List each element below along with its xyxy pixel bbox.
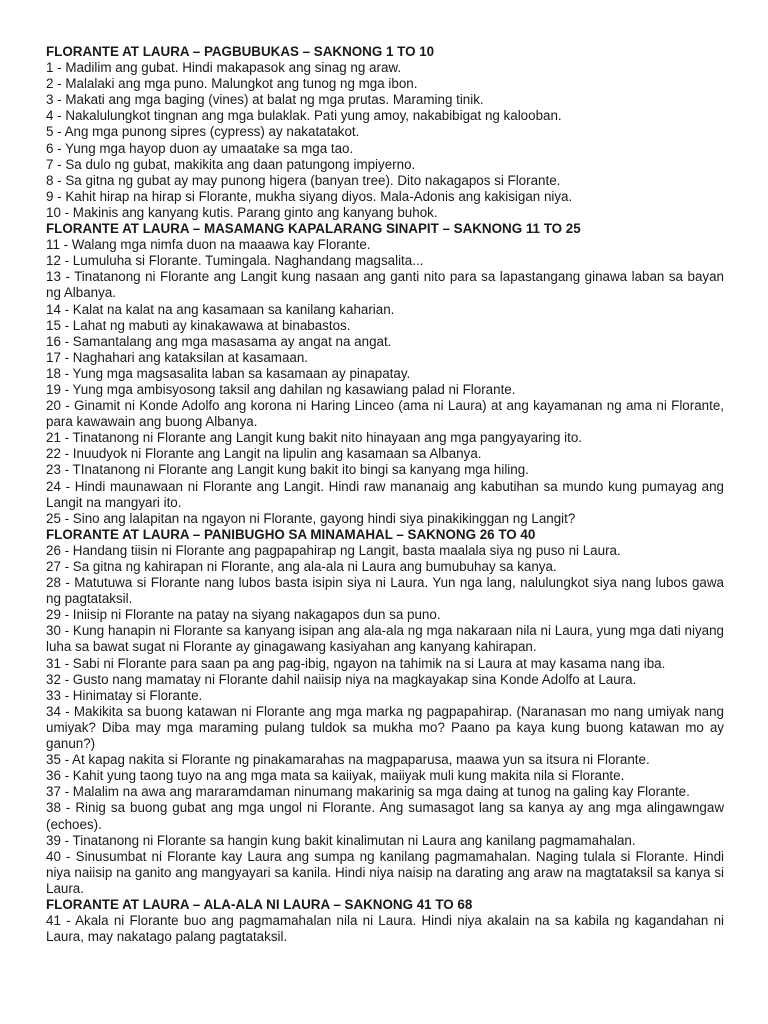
stanza-line: 3 - Makati ang mga baging (vines) at balat ng mga prutas. Maraming tinik. <box>46 92 484 108</box>
stanza-line: 12 - Lumuluha si Florante. Tumingala. Naghandang magsalita... <box>46 253 424 269</box>
section-heading: FLORANTE AT LAURA – PANIBUGHO SA MINAMAHAL – SAKNONG 26 TO 40 <box>46 526 536 542</box>
section-panibugho <box>46 527 724 897</box>
stanza-line: 14 - Kalat na kalat na ang kasamaan sa kanilang kaharian. <box>46 301 395 317</box>
stanza-line: 21 - Tinatanong ni Florante ang Langit kung bakit nito hinayaan ang mga pangyayaring ito. <box>46 430 582 446</box>
stanza-line: 41 - Akala ni Florante buo ang pagmamahalan nila ni Laura. Hindi niya akalain na sa kabila ng kagandahan ni Laura, may nakatago palang pagtataksil. <box>46 913 724 945</box>
stanza-line: 6 - Yung mga hayop duon ay umaatake sa mga tao. <box>46 140 354 156</box>
stanza-line: 10 - Makinis ang kanyang kutis. Parang ginto ang kanyang buhok. <box>46 204 438 220</box>
section-pagbubukas <box>46 44 724 221</box>
stanza-line: 19 - Yung mga ambisyosong taksil ang dahilan ng kasawiang palad ni Florante. <box>46 381 516 397</box>
stanza-line: 2 - Malalaki ang mga puno. Malungkot ang tunog ng mga ibon. <box>46 76 418 92</box>
stanza-line: 23 - TInatanong ni Florante ang Langit kung bakit ito bingi sa kanyang mga hiling. <box>46 462 529 478</box>
stanza-line: 33 - Hinimatay si Florante. <box>46 687 203 703</box>
stanza-line: 38 - Rinig sa buong gubat ang mga ungol ni Florante. Ang sumasagot lang sa kanya ay ang mga alingawngaw (echoes). <box>46 800 724 832</box>
stanza-line: 36 - Kahit yung taong tuyo na ang mga mata sa kaiiyak, maiiyak muli kung makita nila si Florante. <box>46 768 625 784</box>
stanza-line: 4 - Nakalulungkot tingnan ang mga bulaklak. Pati yung amoy, nakabibigat ng kalooban. <box>46 108 562 124</box>
document-body <box>46 44 724 945</box>
stanza-line: 22 - Inuudyok ni Florante ang Langit na lipulin ang kasamaan sa Albanya. <box>46 446 482 462</box>
stanza-line: 7 - Sa dulo ng gubat, makikita ang daan patungong impiyerno. <box>46 156 416 172</box>
stanza-line: 11 - Walang mga nimfa duon na maaawa kay Florante. <box>46 237 371 253</box>
stanza-line: 15 - Lahat ng mabuti ay kinakawawa at binabastos. <box>46 317 351 333</box>
stanza-line: 40 - Sinusumbat ni Florante kay Laura ang sumpa ng kanilang pagmamahalan. Naging tulala si Florante. Hindi niya naiisip na ganito ang mangyayari sa kanila. Hindi niya naisip na darating ang araw na magtataksil sa kanya si Laura. <box>46 848 724 896</box>
stanza-line: 13 - Tinatanong ni Florante ang Langit kung nasaan ang ganti nito para sa lapastangang ginawa laban sa bayan ng Albanya. <box>46 269 724 301</box>
stanza-line: 31 - Sabi ni Florante para saan pa ang pag-ibig, ngayon na tahimik na si Laura at may kasama nang iba. <box>46 655 666 671</box>
stanza-line: 8 - Sa gitna ng gubat ay may punong higera (banyan tree). Dito nakagapos si Florante. <box>46 172 561 188</box>
stanza-line: 1 - Madilim ang gubat. Hindi makapasok ang sinag ng araw. <box>46 60 402 76</box>
stanza-line: 5 - Ang mga punong sipres (cypress) ay nakatatakot. <box>46 124 360 140</box>
stanza-line: 17 - Naghahari ang kataksilan at kasamaan. <box>46 349 309 365</box>
page-bottom-margin <box>0 972 768 1024</box>
stanza-line: 25 - Sino ang lalapitan na ngayon ni Florante, gayong hindi siya pinakikinggan ng Langit? <box>46 510 576 526</box>
section-masamang-kapalaran <box>46 221 724 527</box>
section-heading: FLORANTE AT LAURA – MASAMANG KAPALARANG SINAPIT – SAKNONG 11 TO 25 <box>46 221 581 237</box>
stanza-line: 18 - Yung mga magsasalita laban sa kasamaan ay pinapatay. <box>46 365 411 381</box>
section-ala-ala-ni-laura <box>46 897 724 945</box>
stanza-line: 28 - Matutuwa si Florante nang lubos basta isipin siya ni Laura. Yun nga lang, nalulungkot siya nang lubos gawa ng pagtataksil. <box>46 575 724 607</box>
stanza-line: 27 - Sa gitna ng kahirapan ni Florante, ang ala-ala ni Laura ang bumubuhay sa kanya. <box>46 559 557 574</box>
stanza-line: 30 - Kung hanapin ni Florante sa kanyang isipan ang ala-ala ng mga nakaraan nila ni Laura, yung mga dati niyang luha sa bawat sugat ni Florante ay ginagawang kasiyahan ang kanyang kahirapan. <box>46 623 724 655</box>
stanza-line: 32 - Gusto nang mamatay ni Florante dahil naiisip niya na magkayakap sina Konde Adolfo at Laura. <box>46 671 637 687</box>
stanza-line: 16 - Samantalang ang mga masasama ay angat na angat. <box>46 333 392 349</box>
stanza-line: 26 - Handang tiisin ni Florante ang pagpapahirap ng Langit, basta maalala siya ng puso ni Laura. <box>46 542 621 558</box>
section-heading: FLORANTE AT LAURA – ALA-ALA NI LAURA – SAKNONG 41 TO 68 <box>46 896 473 912</box>
section-heading: FLORANTE AT LAURA – PAGBUBUKAS – SAKNONG 1 TO 10 <box>46 44 435 59</box>
stanza-line: 35 - At kapag nakita si Florante ng pinakamarahas na magpaparusa, maawa yun sa itsura ni Florante. <box>46 752 650 768</box>
stanza-line: 24 - Hindi maunawaan ni Florante ang Langit. Hindi raw mananaig ang kabutihan sa mundo kung pumayag ang Langit na mangyari ito. <box>46 478 724 510</box>
stanza-line: 37 - Malalim na awa ang mararamdaman ninumang makarinig sa mga daing at tunog na galing kay Florante. <box>46 784 690 800</box>
stanza-line: 39 - Tinatanong ni Florante sa hangin kung bakit kinalimutan ni Laura ang kanilang pagmamahalan. <box>46 832 636 848</box>
stanza-line: 34 - Makikita sa buong katawan ni Florante ang mga marka ng pagpapahirap. (Naranasan mo nang umiyak nang umiyak? Diba may mga maraming pulang tuldok sa mukha mo? Paano pa kaya kung buong katawan mo ay ganun?) <box>46 703 724 752</box>
stanza-line: 20 - Ginamit ni Konde Adolfo ang korona ni Haring Linceo (ama ni Laura) at ang kayamanan ng ama ni Florante, para kawawain ang buong Albanya. <box>46 398 724 430</box>
stanza-line: 9 - Kahit hirap na hirap si Florante, mukha siyang diyos. Mala-Adonis ang kakisigan niya. <box>46 188 573 204</box>
stanza-line: 29 - Iniisip ni Florante na patay na siyang nakagapos dun sa puno. <box>46 607 441 623</box>
